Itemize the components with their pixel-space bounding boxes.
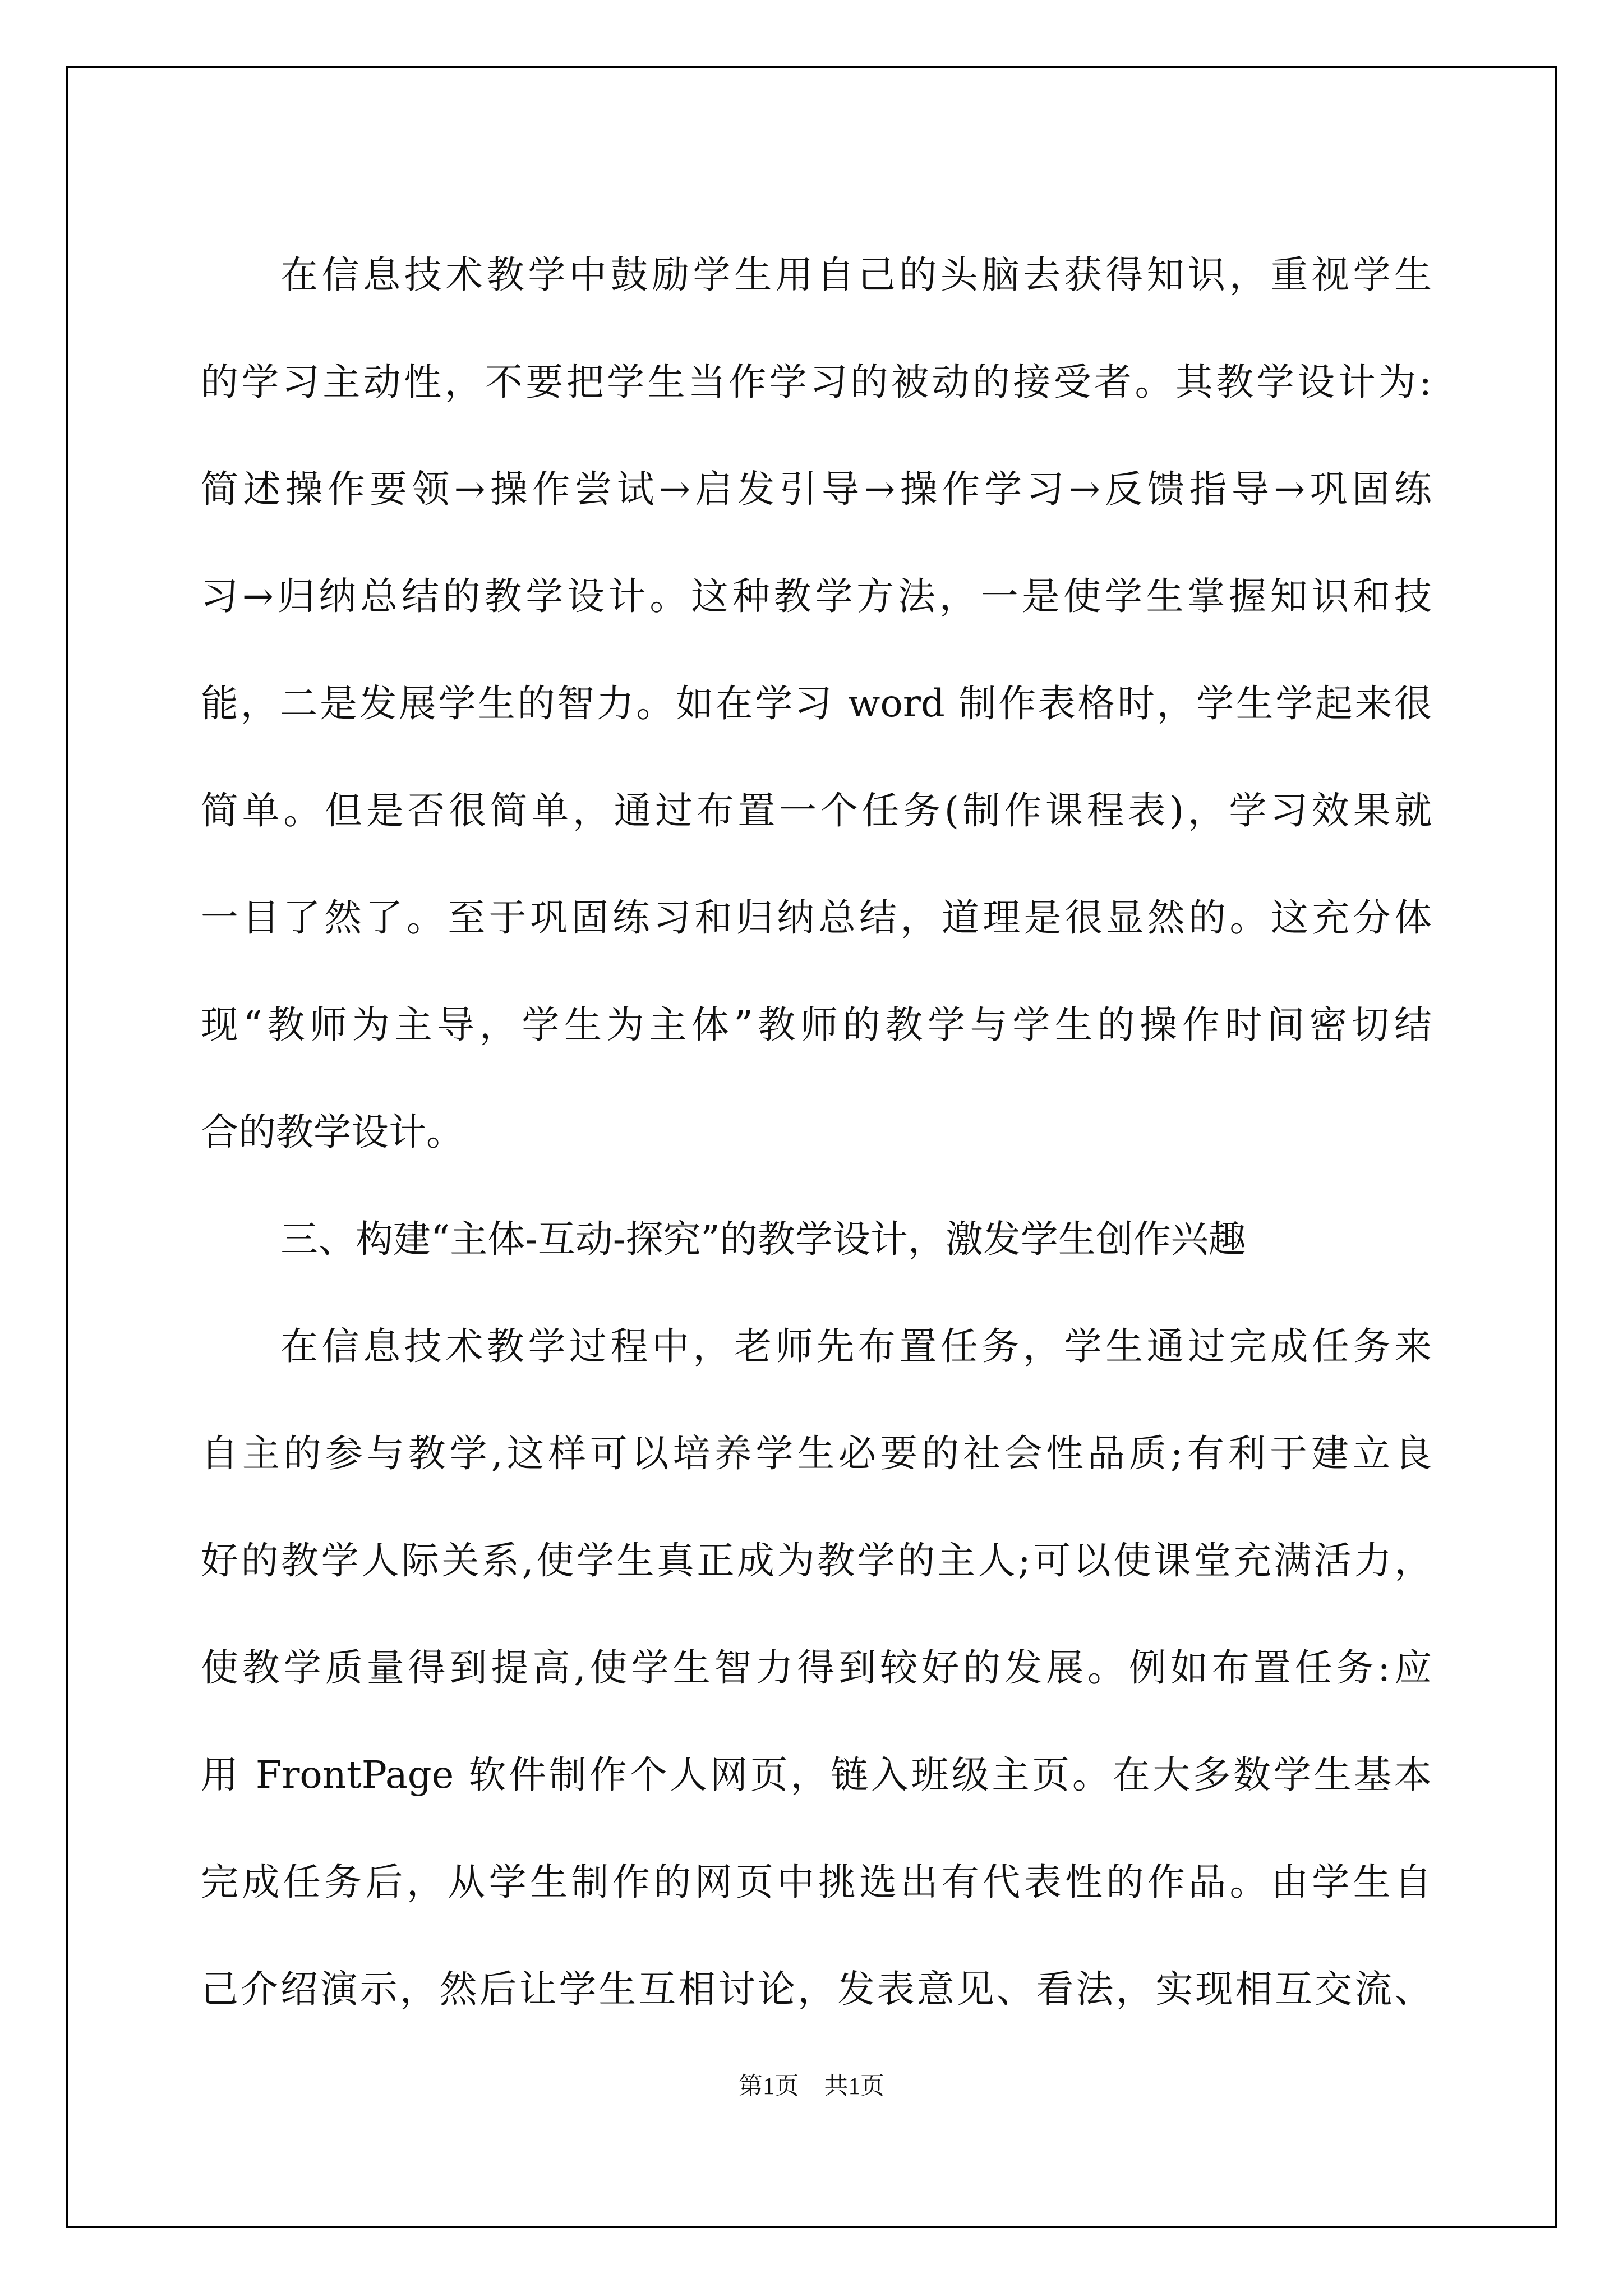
page-number: 第1页 xyxy=(739,2073,799,2100)
text-line: 己介绍演示，然后让学生互相讨论，发表意见、看法，实现相互交流、 xyxy=(201,1967,1432,2011)
section-heading: 三、构建“主体-互动-探究”的教学设计，激发学生创作兴趣 xyxy=(280,1217,1246,1261)
text-line: 简述操作要领→操作尝试→启发引导→操作学习→反馈指导→巩固练 xyxy=(201,467,1432,511)
page-footer xyxy=(0,2067,1623,2101)
text-line: 一目了然了。至于巩固练习和归纳总结，道理是很显然的。这充分体 xyxy=(201,896,1432,940)
text-line: 完成任务后，从学生制作的网页中挑选出有代表性的作品。由学生自 xyxy=(201,1860,1432,1904)
text-line: 现“教师为主导，学生为主体”教师的教学与学生的操作时间密切结 xyxy=(201,1003,1432,1047)
text-line: 合的教学设计。 xyxy=(201,1110,464,1154)
text-line: 用 FrontPage 软件制作个人网页，链入班级主页。在大多数学生基本 xyxy=(201,1753,1432,1797)
text-line: 习→归纳总结的教学设计。这种教学方法，一是使学生掌握知识和技 xyxy=(201,574,1432,618)
text-line: 简单。但是否很简单，通过布置一个任务(制作课程表)，学习效果就 xyxy=(201,789,1432,832)
document-body xyxy=(201,222,1432,2043)
text-line: 在信息技术教学中鼓励学生用自己的头脑去获得知识，重视学生 xyxy=(280,253,1432,297)
text-line: 自主的参与教学,这样可以培养学生必要的社会性品质;有利于建立良 xyxy=(201,1432,1432,1475)
text-line: 在信息技术教学过程中，老师先布置任务，学生通过完成任务来 xyxy=(280,1324,1432,1368)
page-total: 共1页 xyxy=(824,2073,884,2100)
text-line: 能，二是发展学生的智力。如在学习 word 制作表格时，学生学起来很 xyxy=(201,682,1432,725)
text-line: 使教学质量得到提高,使学生智力得到较好的发展。例如布置任务:应 xyxy=(201,1646,1432,1690)
text-line: 的学习主动性，不要把学生当作学习的被动的接受者。其教学设计为: xyxy=(201,360,1432,404)
text-line: 好的教学人际关系,使学生真正成为教学的主人;可以使课堂充满活力， xyxy=(201,1539,1432,1582)
